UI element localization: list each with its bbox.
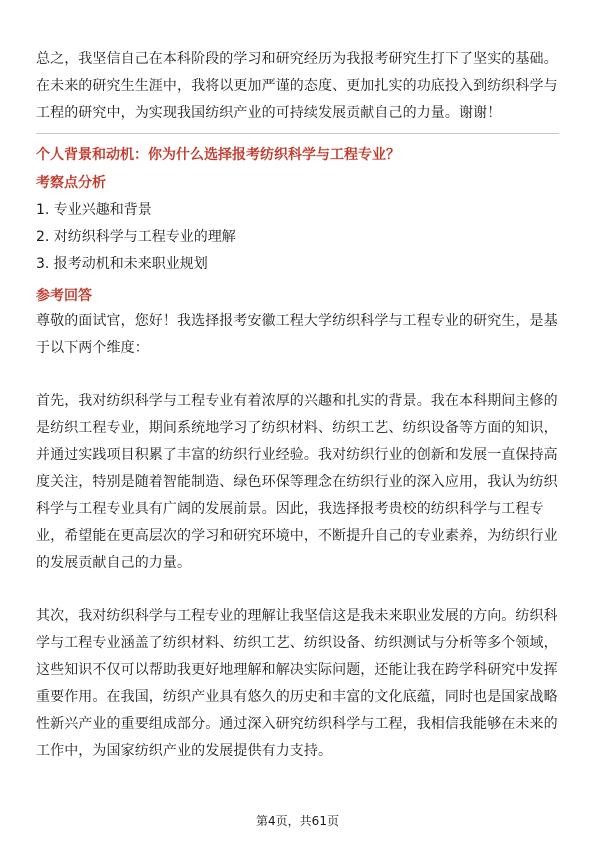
analysis-item-2: 2. 对纺织科学与工程专业的理解 <box>36 229 236 245</box>
answer-paragraph-1: 尊敬的面试官，您好！我选择报考安徽工程大学纺织科学与工程专业的研究生，是基于以下两个维度： <box>36 313 558 356</box>
analysis-list <box>36 197 559 278</box>
analysis-title: 考察点分析 <box>36 175 106 191</box>
answer-title: 参考回答 <box>36 288 92 304</box>
answer-paragraph-3: 其次，我对纺织科学与工程专业的理解让我坚信这是我未来职业发展的方向。纺织科学与工程专业涵盖了纺织材料、纺织工艺、纺织设备、纺织测试与分析等多个领域，这些知识不仅可以帮助我更好地理解和解决实际问题，还能让我在跨学科研究中发挥重要作用。在我国，纺织产业具有悠久的历史和丰富的文化底蕴，同时也是国家战略性新兴产业的重要组成部分。通过深入研究纺织科学与工程，我相信我能够在未来的工作中，为国家纺织产业的发展提供有力支持。 <box>36 608 558 759</box>
section-divider <box>36 133 559 134</box>
page-number: 第4页，共61页 <box>256 814 339 828</box>
question-heading: 个人背景和动机：你为什么选择报考纺织科学与工程专业？ <box>36 147 400 163</box>
intro-paragraph: 总之，我坚信自己在本科阶段的学习和研究经历为我报考研究生打下了坚实的基础。在未来的研究生生涯中，我将以更加严谨的态度、更加扎实的功底投入到纺织科学与工程的研究中，为实现我国纺织产业的可持续发展贡献自己的力量。谢谢！ <box>36 51 558 121</box>
document-body <box>36 46 559 765</box>
analysis-item-3: 3. 报考动机和未来职业规划 <box>36 256 208 272</box>
answer-paragraph-2: 首先，我对纺织科学与工程专业有着浓厚的兴趣和扎实的背景。我在本科期间主修的是纺织工程专业，期间系统地学习了纺织材料、纺织工艺、纺织设备等方面的知识，并通过实践项目积累了丰富的纺织行业经验。我对纺织行业的创新和发展一直保持高度关注，特别是随着智能制造、绿色环保等理念在纺织行业的深入应用，我认为纺织科学与工程专业具有广阔的发展前景。因此，我选择报考贵校的纺织科学与工程专业，希望能在更高层次的学习和研究环境中，不断提升自己的专业素养，为纺织行业的发展贡献自己的力量。 <box>36 393 558 571</box>
analysis-item-1: 1. 专业兴趣和背景 <box>36 202 152 218</box>
